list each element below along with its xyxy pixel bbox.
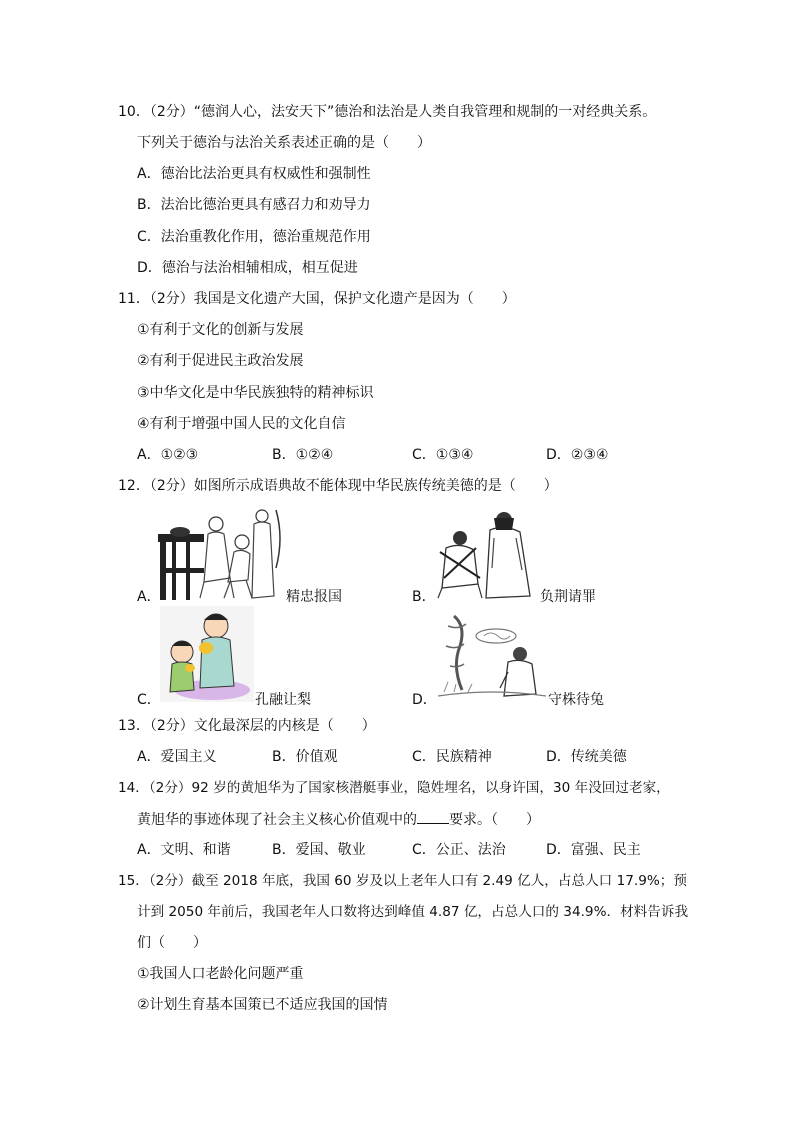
q11-option-c: C．①③④ <box>412 447 474 463</box>
q10-option-b: B．法治比德治更具有感召力和劝导力 <box>137 197 371 213</box>
q12-option-a-caption: 精忠报国 <box>286 589 342 605</box>
q15-stem-line1: 15．（2分）截至 2018 年底，我国 60 岁及以上老年人口有 2.49 亿人，占总人口 17.9%；预 <box>118 873 687 889</box>
q14-stem-line2 <box>137 809 540 830</box>
q12-image-d-illustration <box>438 606 546 702</box>
q10-stem-line2: 下列关于德治与法治关系表述正确的是（ ） <box>137 135 431 151</box>
q13-option-d: D．传统美德 <box>546 749 627 765</box>
q11-item-3: ③中华文化是中华民族独特的精神标识 <box>137 385 374 401</box>
q12-image-b-illustration <box>434 508 538 600</box>
q10-option-d: D．德治与法治相辅相成，相互促进 <box>137 260 358 276</box>
q11-item-4: ④有利于增强中国人民的文化自信 <box>137 416 346 432</box>
q11-option-a: A．①②③ <box>137 447 199 463</box>
q14-option-a: A．文明、和谐 <box>137 842 231 858</box>
q12-option-d-letter: D． <box>412 692 437 708</box>
q10-option-c: C．法治重教化作用，德治重规范作用 <box>137 229 371 245</box>
q14-stem-line1: 14．（2分）92 岁的黄旭华为了国家核潜艇事业，隐姓埋名，以身许国，30 年没回过老家， <box>118 780 670 796</box>
q13-stem: 13．（2分）文化最深层的内核是（ ） <box>118 718 376 734</box>
q12-option-b-letter: B． <box>412 589 436 605</box>
q15-item-1: ①我国人口老龄化问题严重 <box>137 966 304 982</box>
q12-option-d-caption: 守株待兔 <box>548 692 604 708</box>
q12-image-a-illustration <box>158 508 284 600</box>
q15-stem-line3: 们（ ） <box>137 935 207 951</box>
q13-option-b: B．价值观 <box>272 749 338 765</box>
q12-option-c-caption: 孔融让梨 <box>255 692 311 708</box>
q12-option-a-letter: A． <box>137 589 161 605</box>
q13-option-c: C．民族精神 <box>412 749 492 765</box>
q12-option-b-caption: 负荆请罪 <box>540 589 596 605</box>
q11-item-1: ①有利于文化的创新与发展 <box>137 322 304 338</box>
q12-stem: 12．（2分）如图所示成语典故不能体现中华民族传统美德的是（ ） <box>118 478 558 494</box>
q13-option-a: A．爱国主义 <box>137 749 217 765</box>
q14-stem-line2-start: 黄旭华的事迹体现了社会主义核心价值观中的 <box>137 812 417 828</box>
q14-option-d: D．富强、民主 <box>546 842 641 858</box>
q11-option-d: D．②③④ <box>546 447 609 463</box>
q15-stem-line2: 计到 2050 年前后，我国老年人口数将达到峰值 4.87 亿，占总人口的 34.9%．材料告诉我 <box>137 904 689 920</box>
q14-option-b: B．爱国、敬业 <box>272 842 366 858</box>
q15-item-2: ②计划生育基本国策已不适应我国的国情 <box>137 997 388 1013</box>
q10-stem-line1: 10．（2分）“德润人心，法安天下”德治和法治是人类自我管理和规制的一对经典关系。 <box>118 104 657 120</box>
q11-option-b: B．①②④ <box>272 447 334 463</box>
q12-image-c-illustration <box>160 606 254 702</box>
q10-option-a: A．德治比法治更具有权威性和强制性 <box>137 166 371 182</box>
q14-stem-line2-end: 要求。（ ） <box>449 812 540 828</box>
q11-item-2: ②有利于促进民主政治发展 <box>137 353 304 369</box>
q12-option-c-letter: C． <box>137 692 161 708</box>
q11-stem: 11．（2分）我国是文化遗产大国，保护文化遗产是因为（ ） <box>118 291 516 307</box>
q14-answer-blank <box>417 809 449 824</box>
q14-option-c: C．公正、法治 <box>412 842 506 858</box>
